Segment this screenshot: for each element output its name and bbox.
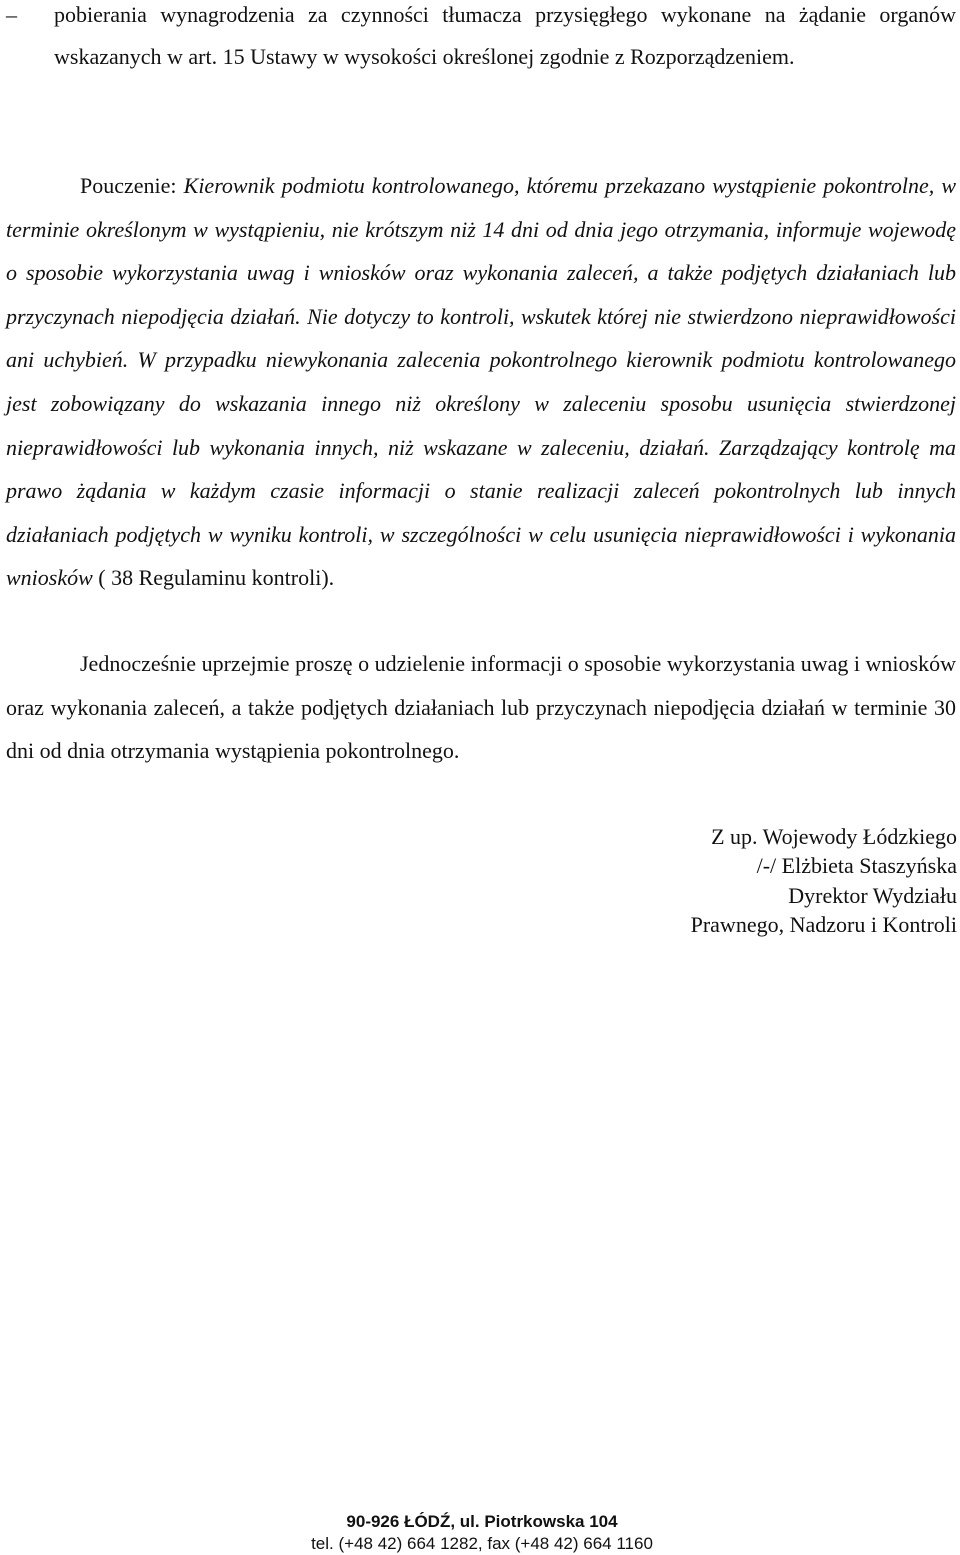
request-paragraph: Jednocześnie uprzejmie proszę o udzielenie informacji o sposobie wykorzystania uwag i wniosków oraz wykonania zaleceń, a także podjętych działaniach lub przyczynach niepodjęcia działań w terminie 30 dni od dnia otrzymania wystąpienia pokontrolnego. bbox=[6, 651, 956, 764]
bullet-list-item bbox=[6, 0, 956, 78]
page-footer bbox=[0, 1511, 960, 1555]
bullet-dash-marker: – bbox=[6, 2, 17, 27]
signature-department-line: Prawnego, Nadzoru i Kontroli bbox=[690, 912, 957, 938]
bullet-item-text: pobierania wynagrodzenia za czynności tłumacza przysięgłego wykonane na żądanie organów wskazanych w art. 15 Ustawy w wysokości określonej zgodnie z Rozporządzeniem. bbox=[54, 2, 956, 69]
footer-address: 90-926 ŁÓDŹ, ul. Piotrkowska 104 bbox=[346, 1512, 618, 1531]
signature-authority-line: Z up. Wojewody Łódzkiego bbox=[711, 824, 957, 849]
footer-contact: tel. (+48 42) 664 1282, fax (+48 42) 664 1160 bbox=[311, 1534, 653, 1553]
notice-label: Pouczenie: bbox=[80, 173, 177, 198]
signature-title-line: Dyrektor Wydziału bbox=[788, 882, 957, 908]
notice-reference: ( 38 Regulaminu kontroli). bbox=[92, 565, 335, 591]
notice-body: Kierownik podmiotu kontrolowanego, któremu przekazano wystąpienie pokontrolne, w terminie określonym w wystąpieniu, nie krótszym niż 14 dni od dnia jego otrzymania, informuje wojewodę o sposobie wykorzystania uwag i wniosków oraz wykonania zaleceń, a także podjętych działaniach lub przyczynach niepodjęcia działań. Nie dotyczy to kontroli, wskutek której nie stwierdzono nieprawidłowości ani uchybień. W przypadku niewykonania zalecenia pokontrolnego kierownik podmiotu kontrolowanego jest zobowiązany do wskazania innego niż określony w zaleceniu sposobu usunięcia stwierdzonej nieprawidłowości lub wykonania innych, niż wskazane w zaleceniu, działań. Zarządzający kontrolę ma prawo żądania w każdym czasie informacji o stanie realizacji zaleceń pokontrolnych lub innych działaniach podjętych w wyniku kontroli, w szczególności w celu usunięcia nieprawidłowości i wykonania wniosków bbox=[6, 173, 956, 591]
notice-paragraph bbox=[6, 164, 956, 600]
signature-name-line: /-/ Elżbieta Staszyńska bbox=[756, 853, 957, 879]
signature-block bbox=[691, 822, 957, 940]
